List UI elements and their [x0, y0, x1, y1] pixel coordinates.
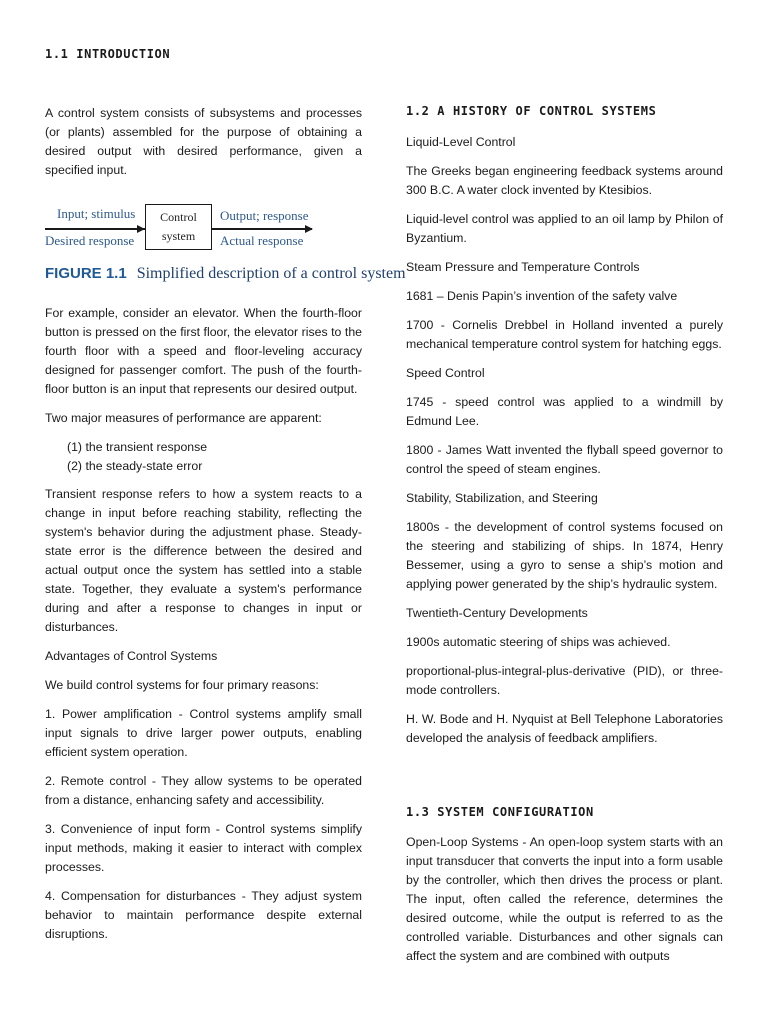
history-pid: proportional-plus-integral-plus-derivative (PID), or three-mode controllers. — [406, 664, 723, 697]
history-watt: 1800 - James Watt invented the flyball speed governor to control the speed of steam engines. — [406, 443, 723, 476]
history-bode-nyquist: H. W. Bode and H. Nyquist at Bell Telephone Laboratories developed the analysis of feedback amplifiers. — [406, 712, 723, 745]
history-stability-heading: Stability, Stabilization, and Steering — [406, 491, 598, 505]
advantages-heading: Advantages of Control Systems — [45, 649, 218, 663]
figure-box-line2: system — [161, 229, 196, 243]
history-speed-heading: Speed Control — [406, 366, 485, 380]
left-column-top — [45, 104, 362, 190]
figure-caption-label: FIGURE 1.1 — [45, 265, 127, 282]
section-heading-history: 1.2 A HISTORY OF CONTROL SYSTEMS — [406, 104, 657, 118]
left-column-body — [45, 304, 362, 954]
figure-actual-label: Actual response — [220, 233, 304, 248]
figure-input-arrow-line — [45, 228, 145, 230]
figure-control-box — [145, 204, 212, 250]
history-ships: 1800s - the development of control systems focused on the steering and stabilizing of ships. In 1874, Henry Bessemer, using a gyro to sense a ship’s motion and applying power generated by the ship’s hydraulic system. — [406, 520, 723, 591]
reason-power-amplification: 1. Power amplification - Control systems amplify small input signals to drive larger power outputs, enabling efficient system operation. — [45, 707, 362, 759]
figure-control-system — [45, 200, 406, 304]
reason-remote-control: 2. Remote control - They allow systems to be operated from a distance, enhancing safety and accessibility. — [45, 774, 362, 807]
history-1900s: 1900s automatic steering of ships was achieved. — [406, 635, 671, 649]
list-item: (1) the transient response — [67, 440, 208, 454]
figure-output-arrowhead — [305, 225, 313, 233]
list-item: (2) the steady-state error — [67, 458, 203, 473]
history-twentieth-heading: Twentieth-Century Developments — [406, 606, 588, 620]
transient-paragraph: Transient response refers to how a system reacts to a change in input before reaching stability, reflecting the system's behavior during the adjustment phase. Steady-state error is the difference between the desired and actual output once the system has settled into a stable state. Together, they evaluate a system's performance during and after a response to changes in input or disturbances. — [45, 487, 362, 634]
figure-caption-text: Simplified description of a control system — [136, 265, 406, 282]
figure-input-label: Input; stimulus — [57, 206, 136, 221]
section-heading-introduction: 1.1 INTRODUCTION — [45, 47, 171, 61]
figure-output-arrow-line — [212, 228, 312, 230]
history-drebbel: 1700 - Cornelis Drebbel in Holland invented a purely mechanical temperature control system for hatching eggs. — [406, 318, 723, 351]
elevator-paragraph: For example, consider an elevator. When the fourth-floor button is pressed on the first floor, the elevator rises to the fourth floor with a speed and floor-leveling accuracy designed for passenger comfort. The push of the fourth-floor button is an input that represents our desired output. — [45, 306, 362, 396]
figure-box-line1: Control — [160, 210, 197, 224]
open-loop-paragraph: Open-Loop Systems - An open-loop system starts with an input transducer that converts the input into a form usable by the controller, which then drives the process or plant. The input, often called the reference, determines the desired outcome, while the output is referred to as the controlled variable. Disturbances and other signals can affect the system and are combined with outputs — [406, 835, 723, 963]
performance-paragraph: Two major measures of performance are apparent: — [45, 411, 322, 425]
intro-paragraph: A control system consists of subsystems and processes (or plants) assembled for the purpose of obtaining a desired output with desired performance, given a specified input. — [45, 106, 362, 177]
history-steam-heading: Steam Pressure and Temperature Controls — [406, 260, 640, 274]
reason-input-convenience: 3. Convenience of input form - Control systems simplify input methods, making it easier to interact with complex processes. — [45, 822, 362, 874]
right-column-history — [406, 133, 723, 758]
history-philon: Liquid-level control was applied to an oil lamp by Philon of Byzantium. — [406, 212, 723, 245]
history-greeks: The Greeks began engineering feedback systems around 300 B.C. A water clock invented by Ktesibios. — [406, 164, 723, 197]
reasons-paragraph: We build control systems for four primary reasons: — [45, 678, 319, 692]
figure-caption — [45, 264, 406, 284]
performance-list — [67, 438, 362, 475]
figure-desired-label: Desired response — [45, 233, 135, 248]
reason-disturbance-compensation: 4. Compensation for disturbances - They adjust system behavior to maintain performance despite external disruptions. — [45, 889, 362, 941]
history-papin: 1681 – Denis Papin’s invention of the safety valve — [406, 289, 678, 303]
history-windmill: 1745 - speed control was applied to a windmill by Edmund Lee. — [406, 395, 723, 428]
section-heading-configuration: 1.3 SYSTEM CONFIGURATION — [406, 805, 594, 819]
figure-input-arrowhead — [137, 225, 145, 233]
right-column-configuration — [406, 833, 723, 976]
history-liquid-level-heading: Liquid-Level Control — [406, 135, 516, 149]
figure-output-label: Output; response — [220, 208, 309, 223]
